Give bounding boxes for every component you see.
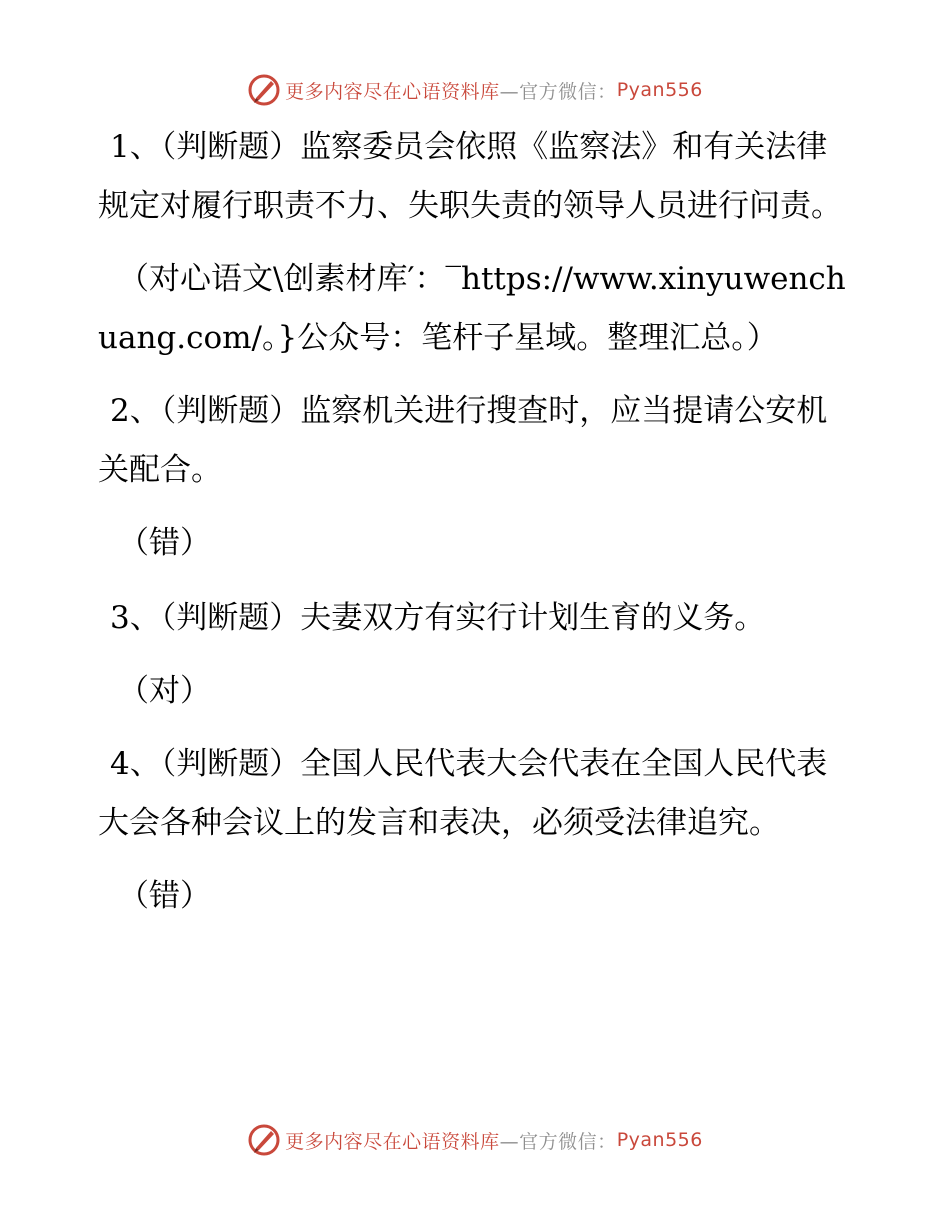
question-3: 3、（判断题）夫妻双方有实行计划生育的义务。 bbox=[110, 600, 766, 636]
quill-pen-logo-icon bbox=[247, 73, 281, 107]
document-body bbox=[98, 118, 858, 926]
answer-1-source-note: （对心语文\创素材库′：‾https://www.xinyuwenchuang.com/。}公众号：笔杆子星域。整理汇总。） bbox=[98, 261, 846, 356]
question-1: 1、（判断题）监察委员会依照《监察法》和有关法律规定对履行职责不力、失职失责的领导人员进行问责。 bbox=[98, 129, 842, 224]
banner-text-main: 更多内容尽在心语资料库 bbox=[285, 1130, 500, 1153]
banner-text-main: 更多内容尽在心语资料库 bbox=[285, 80, 500, 103]
question-2: 2、（判断题）监察机关进行搜查时，应当提请公安机关配合。 bbox=[98, 393, 828, 488]
footer-watermark-banner bbox=[0, 1120, 950, 1160]
banner-text-separator: —官方微信： bbox=[499, 1130, 617, 1153]
quill-pen-logo-icon bbox=[247, 1123, 281, 1157]
answer-2: （错） bbox=[118, 525, 211, 561]
banner-wechat-id: Pyan556 bbox=[616, 79, 703, 101]
banner-wechat-id: Pyan556 bbox=[616, 1129, 703, 1151]
header-watermark-banner bbox=[0, 70, 950, 110]
answer-4: （错） bbox=[118, 878, 211, 914]
banner-text-separator: —官方微信： bbox=[499, 80, 617, 103]
answer-3: （对） bbox=[118, 673, 211, 709]
question-4: 4、（判断题）全国人民代表大会代表在全国人民代表大会各种会议上的发言和表决，必须受法律追究。 bbox=[98, 746, 828, 841]
